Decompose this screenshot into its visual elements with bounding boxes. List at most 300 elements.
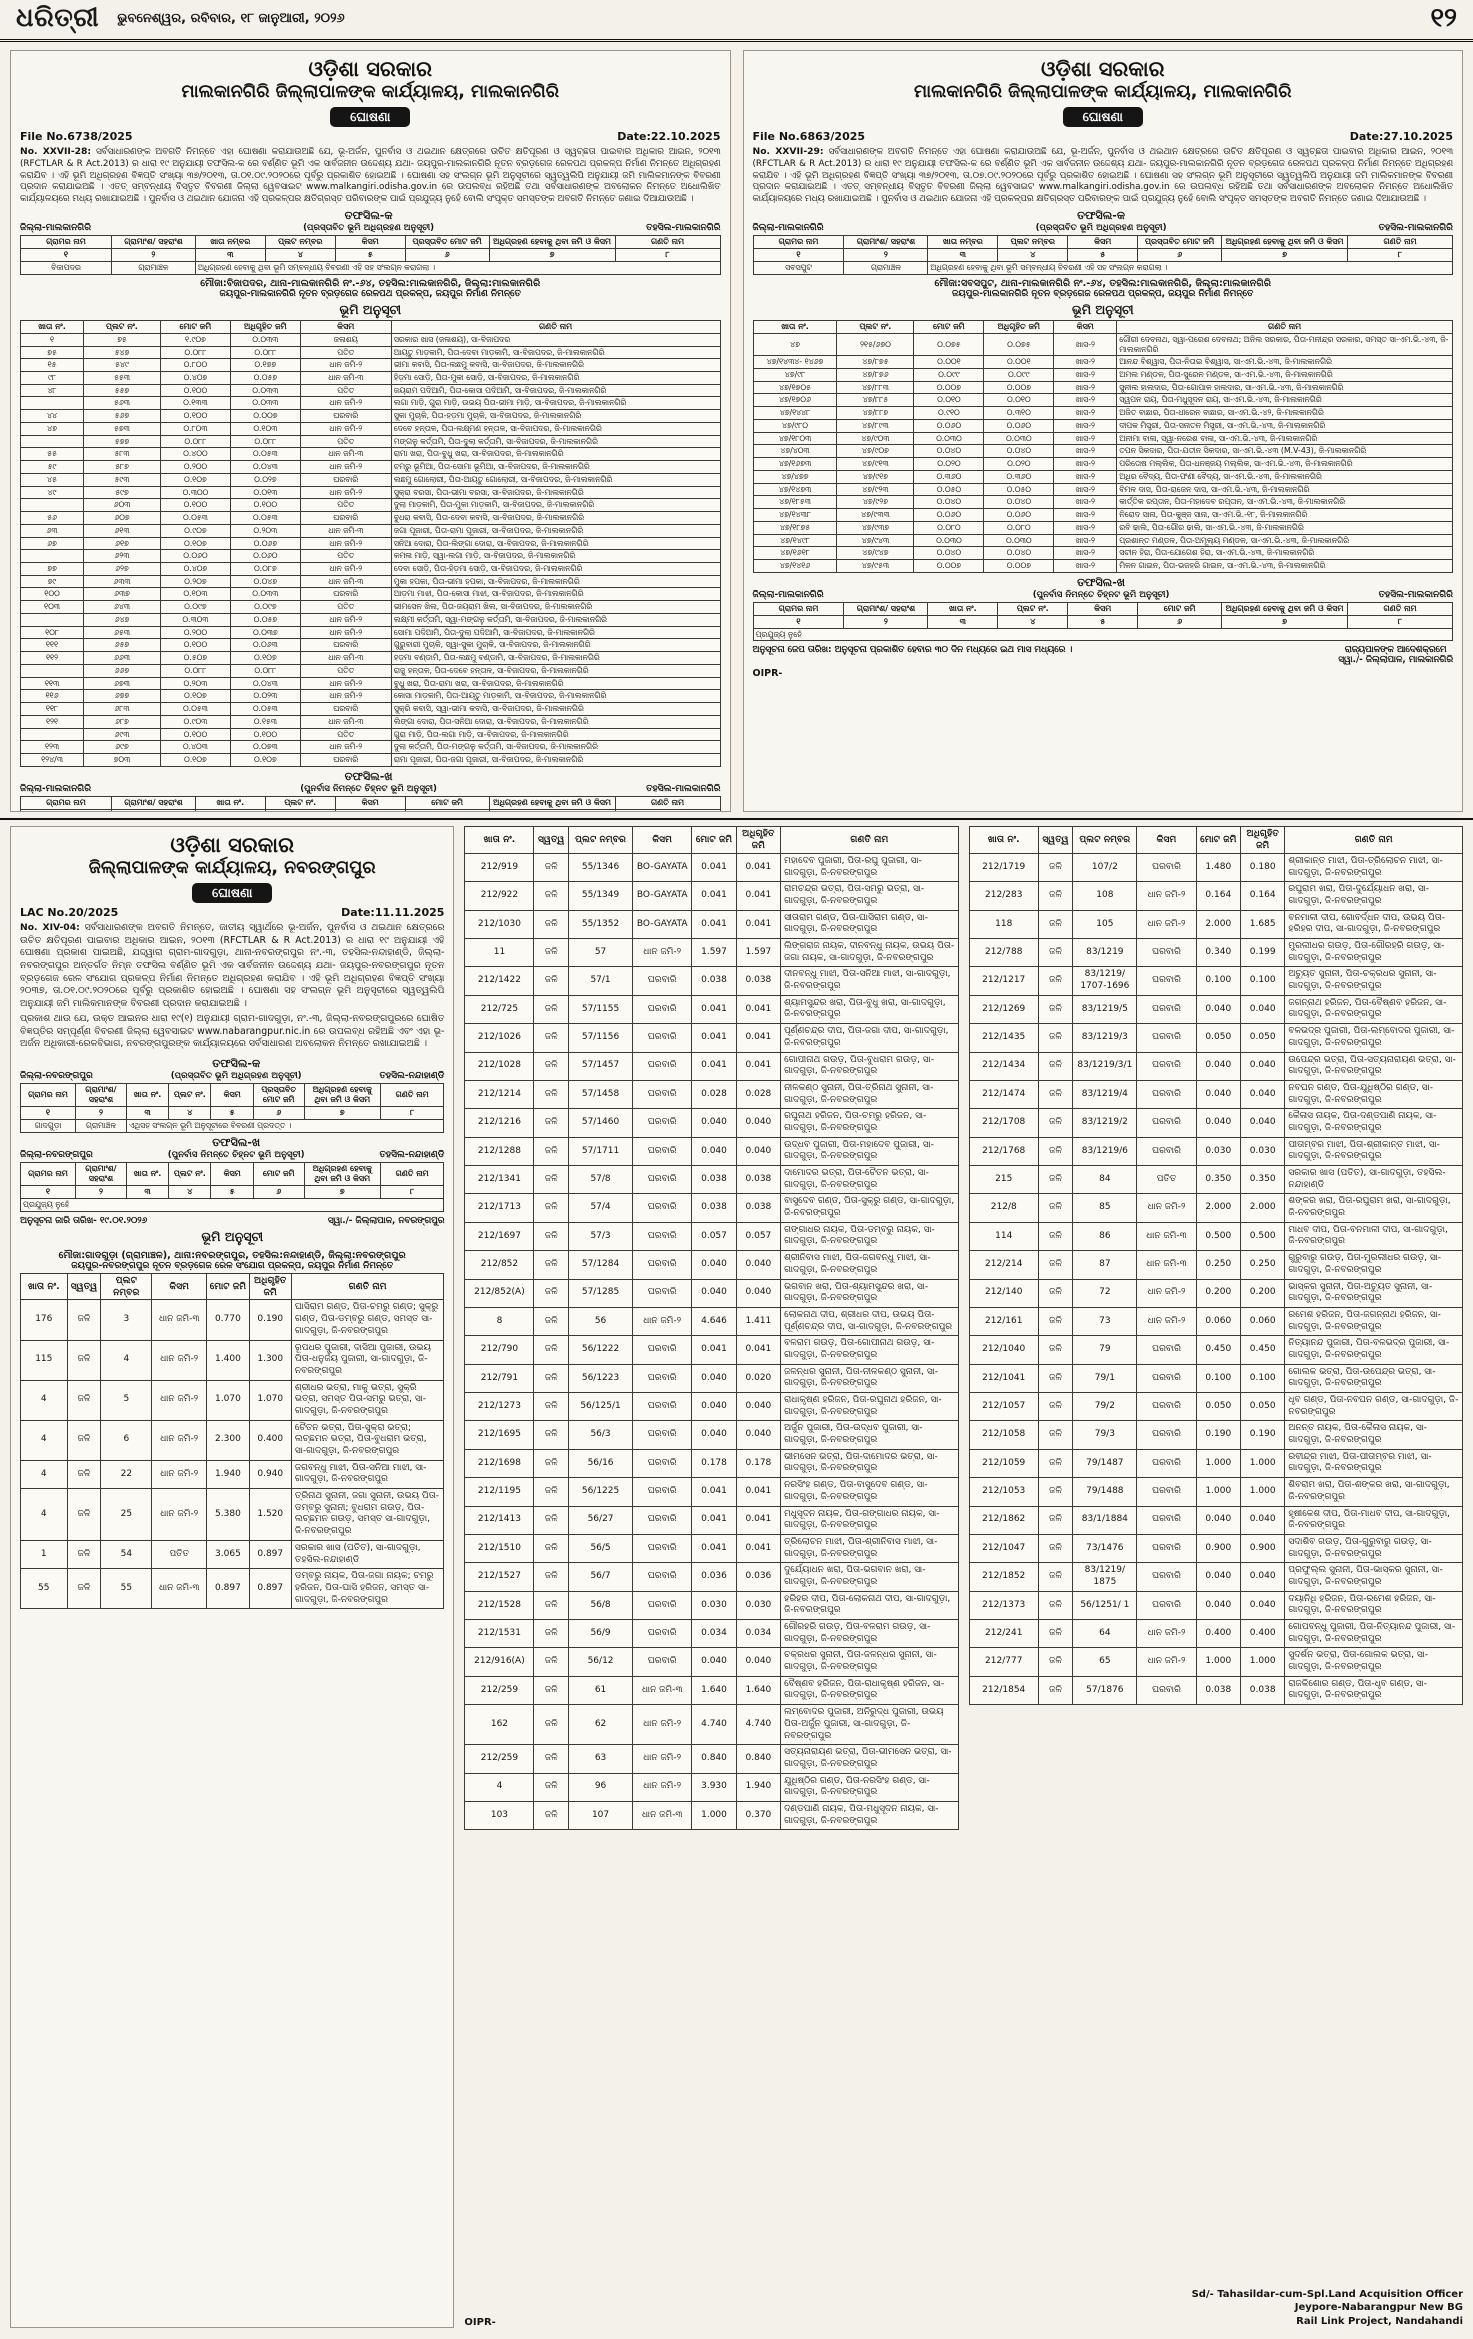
table-cell: ୦.୨୦୦ [160, 461, 230, 474]
table-cell: ଗୌରୀ ଦେବନାଥ, ସ୍ୱା-ପରେଶ ଦେବନାଥ; ଅନିଲ ସରକାର, ପିତା-ମନୀନ୍ଦ୍ର ସରକାର, ସମସ୍ତ ସା-ଏମ.ଭି.-୪୩, ଜି-ମାଲକାନଗିରି [1117, 333, 1453, 355]
table-cell: 0.036 [736, 1563, 780, 1591]
table-cell: 212/1413 [465, 1506, 534, 1534]
table-cell: ଗୁରୁବାରୀ ମୁଚାକି, ସ୍ୱା-ସୁକା ମୁଚାକି, ସା-ବିଜାପଦର, ଜି-ମାଲକାନଗିରି [391, 639, 720, 652]
table-cell: ଜଳି [1038, 1506, 1073, 1534]
notice-nabarangpur [0, 818, 1473, 2336]
table-cell: ୦.୦୩୦ [914, 432, 984, 445]
table-cell: ଜଳି [67, 1489, 101, 1541]
column-header: ଗ୍ରାମାଂଶ/ ସହରାଂଶ [844, 602, 928, 615]
table-cell: ୦.୦୮୦ [914, 521, 984, 534]
table-cell: ଜଳି [1038, 1137, 1073, 1165]
table-cell: 0.164 [1196, 882, 1240, 910]
column-header: ୨ [844, 249, 928, 262]
table-cell: 0.057 [692, 1222, 736, 1250]
column-header: ୫ [1068, 249, 1138, 262]
table-cell: ଲୋକନାଥ ଦୀପ, ଶ୍ରୀଧର ଦୀପ, ଉଭୟ ପିତା-ପୂର୍ଣ୍ଣଚନ୍ଦ୍ର ଦୀପ, ସା-ଗାଦଗୁଡ଼ା, ଜି-ନବରଙ୍ଗପୁର [781, 1307, 959, 1335]
table-cell: 0.020 [736, 1364, 780, 1392]
table-cell: ଖାସ-୨ [1054, 458, 1117, 471]
table-cell: ଜଳି [1038, 1024, 1073, 1052]
table-cell: 56/5 [568, 1534, 632, 1562]
table-cell: ଜଳି [534, 939, 569, 967]
table-cell: ୧୦୮ [21, 626, 84, 639]
table-cell: 55 [101, 1569, 152, 1609]
table-cell: 212/1030 [465, 910, 534, 938]
table-cell: ୦.୦୦୭ [984, 381, 1054, 394]
table-cell: ନରସିଂହ ଗଣ୍ଡ, ପିତା-ବାସୁଦେବ ଗଣ୍ଡ, ସା-ଗାଦଗୁଡ଼ା, ଜି-ନବରଙ୍ଗପୁର [781, 1478, 959, 1506]
table-cell: ୪୭/୯୨୩ [837, 483, 914, 496]
mouza-line: ମୌଜା:ଗାଦଗୁଡ଼ା (ଗ୍ରାମାଞ୍ଚଳ), ଥାନା:ନବରଙ୍ଗପୁର, ତହସିଲ:ନନ୍ଦାହାଣ୍ଡି, ଜିଲ୍ଲା:ନବରଙ୍ଗପୁର [58, 1249, 406, 1261]
table-cell: ପୂର୍ଣ୍ଣଚନ୍ଦ୍ର ଦୀପ, ପିତା-ଜଗା ଦୀପ, ସା-ଗାଦଗୁଡ଼ା, ଜି-ନବରଙ୍ଗପୁର [781, 1024, 959, 1052]
table-cell: ୦.୧୦୦ [230, 728, 300, 741]
table-cell: ଜଳି [534, 1449, 569, 1477]
table-cell: 57/4 [568, 1194, 632, 1222]
notice-body-2: ପ୍ରକାଶ ଥାଉ ଯେ, ଉକ୍ତ ଆଇନର ଧାରା ୧୯(୧) ଅନୁଯାୟୀ ଗ୍ରାମ-ଗାଦଗୁଡ଼ା, ନଂ.-୩, ଜିଲ୍ଲା-ନବରଙ୍ଗପୁରରେ ଘୋଷିତ ବିଜ୍ଞପ୍ତିର ସମ୍ପୂର୍ଣ୍ଣ ବିବରଣୀ ଜିଲ୍ଲା ୱେବସାଇଟ www.nabarangpur.nic.in ରେ ଉପଲବ୍ଧ ରହିଅଛି ଏବଂ ଏହା ଭୂ-ଅର୍ଜନ ଅଧିକାରୀ-ରେଳବିଭାଗ, ନବରଙ୍ଗପୁରଙ୍କ କାର୍ଯ୍ୟାଳୟରେ ସର୍ବସାଧାରଣ ଅବଲୋକନ ନିମନ୍ତେ ରଖାଯାଇଅଛି । [20, 1013, 445, 1050]
table-cell: ୦.୦୫୩ [230, 703, 300, 716]
table-cell: ୫୫୭ [83, 384, 160, 397]
table-cell: ୦.୦୪୦ [984, 496, 1054, 509]
table-cell: ଭଗବାନ ଖରା, ପିତା-ଶ୍ୟାମସୁନ୍ଦର ଖରା, ସା-ଗାଦଗୁଡ଼ା, ଜି-ନବରଙ୍ଗପୁର [781, 1279, 959, 1307]
column-header: ପ୍ଲଟ ନଂ. [837, 320, 914, 333]
table-cell: 1.400 [207, 1340, 249, 1380]
notice-footer [20, 1216, 444, 1226]
table-cell: 212/1217 [969, 967, 1038, 995]
table-cell: 212/922 [465, 882, 534, 910]
table-cell: ୦.୦୬୦ [160, 550, 230, 563]
column-header: ୨ [76, 1185, 127, 1198]
table-cell: ଦେବେ ହନ୍ତାଳ, ପିତା-ଲକ୍ଷ୍ମଣ ହନ୍ତାଳ, ସା-ବିଜାପଦର, ଜି-ମାଲକାନଗିରି [391, 422, 720, 435]
table-cell: 0.038 [1196, 1676, 1240, 1704]
table-cell: ଘରବାରି [1137, 995, 1196, 1023]
table-cell: ଧାନ ଜମି-୨ [300, 537, 391, 550]
table-cell: BO-GAYATA [633, 853, 692, 881]
table-cell: ଜଳି [534, 1421, 569, 1449]
file-number: File No.6863/2025 [752, 130, 866, 144]
table-cell: ୦.୮୦୦ [160, 359, 230, 372]
table-cell: ସରକାର ଖାସ (ଜଳାଶୟ), ସା-ବିଜାପଦର [391, 333, 720, 346]
table-cell: ଧାନ ଜମି-୩ [152, 1300, 207, 1340]
table-cell: ୪୭/୧୮୫୩ [753, 496, 837, 509]
table-cell: ୦.୧୭୭ [230, 359, 300, 372]
table-cell: 0.041 [736, 882, 780, 910]
column-header: ୮ [380, 1107, 444, 1120]
table-cell: ଘରବାରି [633, 995, 692, 1023]
table-cell: ଉପେନ୍ଦ୍ର ଭତ୍ରା, ପିତା-ସତ୍ୟନାରାୟଣ ଭତ୍ରା, ସା-ଗାଦଗୁଡ଼ା, ଜି-ନବରଙ୍ଗପୁର [1285, 1052, 1463, 1080]
column-header [195, 809, 265, 812]
table-cell: 0.041 [692, 1336, 736, 1364]
table-cell: ସନିଆ ଦୋରା, ପିତା-ଲିଙ୍ଗା ଦୋରା, ସା-ବିଜାପଦର, ଜି-ମାଲକାନଗିରି [391, 537, 720, 550]
table-cell: ଖାସ-୨ [1054, 381, 1117, 394]
table-cell: ୧ [21, 333, 84, 346]
table-cell: ଧାନ ଜମି-୨ [633, 1745, 692, 1773]
table-cell: ଜଳି [534, 1251, 569, 1279]
table-cell: 0.040 [1240, 995, 1284, 1023]
signature-block [1338, 645, 1453, 665]
table-cell: 212/8 [969, 1194, 1038, 1222]
table-cell: 0.900 [1240, 1534, 1284, 1562]
table-cell: ୦.୦୭୫ [914, 333, 984, 355]
table-cell: ଶ୍ୟାମସୁନ୍ଦର ଖରା, ପିତା-ବୁଧୁ ଖରା, ସା-ଗାଦଗୁଡ଼ା, ଜି-ନବରଙ୍ଗପୁର [781, 995, 959, 1023]
table-cell: ଖାସ-୨ [1054, 445, 1117, 458]
table-cell: ୦.୦୩୦ [984, 534, 1054, 547]
file-line [753, 130, 1454, 143]
table-cell: ୦.୦୪୦ [914, 445, 984, 458]
table-cell: 107/2 [1073, 853, 1137, 881]
table-cell: ଘରବାରି [633, 1364, 692, 1392]
column-header: କିସମ [211, 1084, 253, 1107]
column-header: ଗଣତି ନାମ [615, 236, 720, 249]
table-cell: ଜଳି [534, 853, 569, 881]
table-cell: ଲଛମୁ ଗୋଲୋରୀ, ପିତା-ଆୟତୁ ଗୋଲୋରୀ, ସା-ବିଜାପଦର, ଜି-ମାଲକାନଗିରି [391, 473, 720, 486]
data-table [753, 602, 1454, 642]
table-cell: ନିରୋଦ ସାନା, ପିତା-କୁଞ୍ଜ ସାନା, ସା-ଏମ.ଭି.-୧୮, ଜି-ମାଲକାନଗିରି [1117, 509, 1453, 522]
column-header: ପ୍ଲଟ ନମ୍ବର [568, 827, 632, 854]
table-cell: 4.646 [692, 1307, 736, 1335]
table-cell: ଧାନ ଜମି-୨ [1137, 1307, 1196, 1335]
table-cell: ୦.୦୬୦ [230, 550, 300, 563]
table-cell [21, 613, 84, 626]
table-cell: ୪୭ [21, 422, 84, 435]
table-cell: 0.038 [692, 1194, 736, 1222]
table-cell: 212/1026 [465, 1024, 534, 1052]
table-cell: ୪୭/୯୦୭ [837, 445, 914, 458]
table-cell: 212/1341 [465, 1166, 534, 1194]
table-cell: ଜଳି [534, 1024, 569, 1052]
table-cell: 84 [1073, 1166, 1137, 1194]
table-cell: 0.040 [1196, 1506, 1240, 1534]
table-cell: 54 [101, 1540, 152, 1568]
table-cell: 55 [21, 1569, 68, 1609]
table-cell: 4 [21, 1380, 68, 1420]
table-cell: ଜଳି [1038, 1478, 1073, 1506]
notice-date: Date:27.10.2025 [1349, 130, 1453, 144]
table-cell: 114 [969, 1222, 1038, 1250]
table-cell: ୦.୧୦୦ [160, 499, 230, 512]
table-cell: ଘରବାରି [633, 1251, 692, 1279]
table-cell: ୦.୪୦୦ [160, 448, 230, 461]
table-cell: ଭାସ୍କର ସୁନାନୀ, ପିତା-ଅଚ୍ୟୁତ ସୁନାନୀ, ସା-ଗାଦଗୁଡ଼ା, ଜି-ନବରଙ୍ଗପୁର [1285, 1279, 1463, 1307]
table-cell: ଜଳି [1038, 1194, 1073, 1222]
table-cell: ଜଳି [534, 1307, 569, 1335]
table-cell: ଖାସ-୨ [1054, 333, 1117, 355]
table-cell: ଦାମୋଦର ଭତ୍ରା, ପିତା-ଚୈତନ ଭତ୍ରା, ସା-ଗାଦଗୁଡ଼ା, ଜି-ନବରଙ୍ଗପୁର [781, 1166, 959, 1194]
column-header: ୧ [21, 1185, 76, 1198]
table-cell: 105 [1073, 910, 1137, 938]
table-cell: ସୁନୀଲ ହାଲଦାର, ପିତା-ଗୋପାଳ ହାଲଦାର, ସା-ଏମ.ଭି.-୪୩, ଜି-ମାଲକାନଗିରି [1117, 381, 1453, 394]
table-cell: 1.000 [692, 1801, 736, 1829]
column-header [265, 809, 335, 812]
table-cell: ୦.୧୦୦ [230, 499, 300, 512]
table-cell: 0.038 [736, 1166, 780, 1194]
table-cell: ୦.୦୮୮ [160, 346, 230, 359]
table-cell: ଜଳି [534, 882, 569, 910]
table-cell: ଦୀପକ ମିସ୍ତ୍ରୀ, ପିତା-ସନାତନ ମିସ୍ତ୍ରୀ, ସା-ଏମ.ଭି.-୪୩, ଜି-ମାଲକାନଗିରି [1117, 419, 1453, 432]
table-cell: 212/1214 [465, 1080, 534, 1108]
column-header: ୫ [211, 1107, 253, 1120]
table-cell: 0.038 [692, 967, 736, 995]
table-cell: 0.040 [692, 1421, 736, 1449]
table-cell: 0.050 [1196, 1393, 1240, 1421]
table-cell: ୬୨୩ [83, 550, 160, 563]
table-cell: ଖାସ-୨ [1054, 534, 1117, 547]
table-cell: 87 [1073, 1251, 1137, 1279]
table-cell: ଖାସ-୨ [1054, 483, 1117, 496]
table-cell: ଜଳି [534, 1279, 569, 1307]
table-cell: 55/1352 [568, 910, 632, 938]
table-cell: ୫୪୭ [83, 346, 160, 359]
column-header: ଗ୍ରାମାଂଶ/ ସହରାଂଶ [76, 1162, 127, 1185]
sd-line: Jeypore-Nabarangpur New BG [1294, 2302, 1464, 2313]
table-cell: ପତିତ [300, 601, 391, 614]
dateline: ଭୁବନେଶ୍ୱର, ରବିବାର, ୧୮ ଜାନୁଆରୀ, ୨୦୨୬ [117, 11, 345, 26]
table-cell: 61 [568, 1676, 632, 1704]
table-cell: ଘରବାରି [633, 1166, 692, 1194]
table-cell: ଧାନ ଜମି-୩ [152, 1569, 207, 1609]
column-header: ଗ୍ରାମର ନାମ [21, 796, 112, 809]
table-cell: ଜଳି [534, 1109, 569, 1137]
tahasil-label: ତହସିଲ-ମାଲକାନଗିରି [1378, 223, 1453, 234]
table-cell: ମଙ୍ଗଳୁ କର୍ତ୍ତାମି, ପିତା-ଦୁଲା କର୍ତ୍ତାମି, ସା-ବିଜାପଦର, ଜି-ମାଲକାନଗିରି [391, 435, 720, 448]
column-header: କିସମ [152, 1273, 207, 1300]
table-cell: 0.030 [736, 1591, 780, 1619]
table-cell: 212/1373 [969, 1591, 1038, 1619]
table-cell: 212/1195 [465, 1478, 534, 1506]
table-cell: 0.038 [736, 1194, 780, 1222]
district-label: ଜିଲ୍ଲା-ନବରଙ୍ଗପୁର [20, 1149, 93, 1160]
table-cell: 2.300 [207, 1420, 249, 1460]
table-cell: 0.040 [1240, 1563, 1284, 1591]
table-cell: ଘରବାରି [1137, 1393, 1196, 1421]
table-cell: ଧାନ ଜମି-୩ [1137, 1251, 1196, 1279]
table-cell: ୫୭୭ [83, 435, 160, 448]
table-cell: 0.041 [692, 1024, 736, 1052]
table-cell: ୪୭/୯୪୭ [837, 547, 914, 560]
column-header: ଖାତା ନଂ. [928, 602, 998, 615]
table-cell: ୬୧୩ [83, 524, 160, 537]
table-cell: ସୁକା ମୁଚାକି, ପିତା-ହଡ଼ମା ମୁଚାକି, ସା-ବିଜାପଦର, ଜି-ମାଲକାନଗିରି [391, 410, 720, 423]
table-cell: ଘରବାରି [1137, 1024, 1196, 1052]
schedule-b-title [1033, 576, 1170, 600]
table-cell: ଘରବାରି [1137, 1109, 1196, 1137]
table-cell: ୦.୦୪୩ [230, 677, 300, 690]
table-cell: ବୈଷ୍ଣବ ହରିଜନ, ପିତା-ରାଧାକୃଷ୍ଣ ହରିଜନ, ସା-ଗାଦଗୁଡ଼ା, ଜି-ନବରଙ୍ଗପୁର [781, 1676, 959, 1704]
table-cell: ମାଧବ ଦୀପ, ପିତା-ବନମାଳୀ ଦୀପ, ସା-ଗାଦଗୁଡ଼ା, ଜି-ନବରଙ୍ଗପୁର [1285, 1222, 1463, 1250]
table-cell: 0.040 [736, 1137, 780, 1165]
district-label: ଜିଲ୍ଲା-ମାଲକାନଗିରି [752, 589, 824, 600]
column-header: ଗଣତି ନାମ [391, 320, 720, 333]
schedule-subtitle-text: (ପୁନର୍ବାସ ନିମନ୍ତେ ଚିହ୍ନଟ ଭୂମି ଅନୁସୂଚୀ) [300, 783, 437, 794]
table-cell: 0.041 [692, 853, 736, 881]
schedule-a-header [20, 209, 721, 233]
table-cell: 83/1219/ 1707-1696 [1073, 967, 1137, 995]
tahasil-label: ତହସିଲ-ମାଲକାନଗିରି [646, 783, 721, 794]
column-header: କିସମ [1068, 236, 1138, 249]
column-header: ମୋଟ ଜମି [914, 320, 984, 333]
table-cell: 57/1711 [568, 1137, 632, 1165]
data-table [20, 1083, 444, 1133]
table-cell: 212/259 [465, 1676, 534, 1704]
table-cell: ଆୟତୁ ମାଡ଼କାମି, ପିତା-ଦେବା ମାଡ଼କାମି, ସା-ବିଜାପଦର, ଜି-ମାଲକାନଗିରି [391, 346, 720, 359]
table-cell: ଶିବରାମ ଖରା, ପିତା-ଶଙ୍କର ଖରା, ସା-ଗାଦଗୁଡ଼ା, ଜି-ନବରଙ୍ଗପୁର [1285, 1478, 1463, 1506]
column-header [21, 809, 112, 812]
top-notices-row [0, 42, 1473, 816]
table-cell: ୪୭/୯୧୭ [837, 470, 914, 483]
table-cell: ଘରବାରି [633, 1024, 692, 1052]
table-cell: ୫୮୩ [83, 448, 160, 461]
table-cell: ଜଗା ପୂଜାରୀ, ପିତା-ରାମା ପୂଜାରୀ, ସା-ବିଜାପଦର, ଜି-ମାଲକାନଗିରି [391, 524, 720, 537]
column-header: ଖାତା ନମ୍ବର [195, 236, 265, 249]
table-cell: ଜଳି [534, 1620, 569, 1648]
column-header: ଗଣତି ନାମ [380, 1162, 444, 1185]
table-cell: ଘରବାରି [1137, 1052, 1196, 1080]
column-header: ଗ୍ରାମର ନାମ [21, 236, 112, 249]
table-cell: 1.480 [1196, 853, 1240, 881]
notice-badge: ଘୋଷଣା [330, 107, 410, 127]
tahasil-label: ତହସିଲ-ନନ୍ଦାହାଣ୍ଡି [379, 1071, 445, 1082]
table-cell: ଘରବାରି [633, 1421, 692, 1449]
table-cell: ଧାନ ଜମି-୩ [300, 652, 391, 665]
notification-date: ଅନୁସୂଚନା ଜାରି ତାରିଖ- ୧୯.୦୧.୨୦୨୬ [20, 1215, 148, 1226]
table-cell: ସରକାର ଖାସ (ପତିତ), ସା-ଗାଦଗୁଡ଼ା, ତହସିଲ-ନନ୍ଦାହାଣ୍ଡି [291, 1540, 444, 1568]
table-cell: ସୋମା ପଦିଆମି, ପିତା-ଦୁଲା ପଦିଆମି, ସା-ବିଜାପଦର, ଜି-ମାଲକାନଗିରି [391, 626, 720, 639]
table-cell: ଜଳି [1038, 1364, 1073, 1392]
table-cell: 3.065 [207, 1540, 249, 1568]
column-header: ୮ [1348, 249, 1453, 262]
table-cell: ଘରବାରି [633, 1080, 692, 1108]
table-cell: ଦୁଲା ମାଡ଼କାମି, ପିତା-ମୁକା ମାଡ଼କାମି, ସା-ବିଜାପଦର, ଜି-ମାଲକାନଗିରି [391, 499, 720, 512]
table-cell: ଧାନ ଜମି-୨ [152, 1489, 207, 1541]
table-cell: ରାଧାକୃଷ୍ଣ ହରିଜନ, ପିତା-ରଘୁନାଥ ହରିଜନ, ସା-ଗାଦଗୁଡ଼ା, ଜି-ନବରଙ୍ଗପୁର [781, 1393, 959, 1421]
schedule-a-header [753, 209, 1454, 233]
table-cell: 0.250 [1240, 1251, 1284, 1279]
district-label: ଜିଲ୍ଲା-ନବରଙ୍ଗପୁର [20, 1071, 93, 1082]
table-cell: ଘାସିରାମ ଗଣ୍ଡ, ପିତା-ଚମରୁ ଗଣ୍ଡ; ସୁକ୍ରୁ ଗଣ୍ଡ, ପିତା-ଡମ୍ବରୁ ଗଣ୍ଡ, ସମସ୍ତ ସା-ଗାଦଗୁଡ଼ା, ଜି-ନବରଙ୍ଗପୁର [291, 1300, 444, 1340]
column-header: ଗ୍ରାମାଂଶ/ ସହରାଂଶ [76, 1084, 127, 1107]
schedule-a-table [20, 235, 721, 275]
notice-malkangiri-xxvii-29 [743, 50, 1464, 812]
column-header: ଖାତା ନଂ. [21, 320, 84, 333]
schedule-title-text: ତଫସିଲ-ଖ [344, 769, 393, 783]
table-cell: ୦.୦୪୦ [914, 547, 984, 560]
column-header: ୮ [1348, 615, 1453, 628]
table-cell: ୫୬ [21, 512, 84, 525]
table-cell: ଜଳି [534, 1336, 569, 1364]
table-cell: ଖାସ-୨ [1054, 470, 1117, 483]
order-line: ରାଜ୍ୟପାଳଙ୍କ ଆଦେଶକ୍ରମେ [1344, 645, 1447, 656]
table-cell: ୦.୨୦୭ [160, 575, 230, 588]
table-cell: ୦.୦୫୦ [984, 483, 1054, 496]
table-cell: ଘରବାରି [1137, 1449, 1196, 1477]
table-cell: ୪୭/୧୪୯୮ [753, 534, 837, 547]
column-header: ଗ୍ରାମାଂଶ/ ସହରାଂଶ [111, 796, 195, 809]
table-cell: 63 [568, 1745, 632, 1773]
table-cell: 56/7 [568, 1563, 632, 1591]
table-cell: ୦.୦୮୮ [230, 664, 300, 677]
table-cell: ଘରବାରି [633, 1279, 692, 1307]
table-cell: ଜଳି [534, 1648, 569, 1676]
data-table [20, 235, 721, 275]
table-cell: ୬୭୩ [83, 677, 160, 690]
table-cell: ଘରବାରି [1137, 1478, 1196, 1506]
table-cell: 0.100 [1196, 967, 1240, 995]
schedule-title-text: ତଫସିଲ-ଖ [212, 1135, 261, 1149]
table-cell: 0.041 [692, 1534, 736, 1562]
table-cell: ଜଳି [1038, 1563, 1073, 1591]
column-header: ଅଧିଗୃହିତ ଜମି [249, 1273, 291, 1300]
table-cell: ୦.୪୦୭ [160, 563, 230, 576]
column-header [111, 809, 195, 812]
table-cell: ବୁଧୁ ଖରା, ପିତା-ରାମା ଖରା, ସା-ବିଜାପଦର, ଜି-ମାଲକାନଗିରି [391, 677, 720, 690]
table-cell: ରବୀନ୍ଦ୍ର ମାଝୀ, ପିତା-ପୀତାମ୍ବର ମାଝୀ, ସା-ଗାଦଗୁଡ଼ା, ଜି-ନବରଙ୍ଗପୁର [1285, 1449, 1463, 1477]
table-cell: ୦.୮୦୩ [160, 422, 230, 435]
column-header: ଗଣତି ନାମ [291, 1273, 444, 1300]
table-cell: ଖାସ-୨ [1054, 432, 1117, 445]
schedule-b-table [753, 602, 1454, 642]
column-header: ପ୍ଲଟ ନଂ. [265, 796, 335, 809]
table-cell: 1.070 [249, 1380, 291, 1420]
table-cell: ୦.୦୪୦ [984, 547, 1054, 560]
column-header: ୭ [1222, 615, 1348, 628]
table-cell: ୫୫ [21, 448, 84, 461]
table-cell: ଧାନ ଜମି-୨ [1137, 1620, 1196, 1648]
table-cell: ଧାନ ଜମି-୩ [300, 371, 391, 384]
table-cell: ୦.୦୧୦ [984, 394, 1054, 407]
table-cell: ୦.୧୦୭ [160, 690, 230, 703]
table-cell: ୯୮ [21, 371, 84, 384]
table-cell: 0.164 [1240, 882, 1284, 910]
table-cell: 1.070 [207, 1380, 249, 1420]
project-line: ଜୟପୁର-ମାଲକାନଗିରି ନୂତନ ବ୍ରଡ଼ଗେଜ ରେଳପଥ ପ୍ରକଳ୍ପ, ଜୟପୁର ନିର୍ମାଣ ନିମନ୍ତେ [952, 288, 1254, 299]
table-cell: 1.000 [1196, 1478, 1240, 1506]
table-cell: 1.000 [1240, 1449, 1284, 1477]
table-cell: ଜଗନ୍ନାଥ ହରିଜନ, ପିତା-ବୈଷ୍ଣବ ହରିଜନ, ସା-ଗାଦଗୁଡ଼ା, ଜି-ନବରଙ୍ଗପୁର [1285, 995, 1463, 1023]
table-cell: ପ୍ରଶାନ୍ତ ମଣ୍ଡଳ, ପିତା-ଅମୂଲ୍ୟ ମଣ୍ଡଳ, ସା-ଏମ.ଭି.-୪୩, ଜି-ମାଲକାନଗିରି [1117, 534, 1453, 547]
notice-body [20, 922, 444, 1010]
table-cell: ୪୭/୧୪୩୮ [753, 509, 837, 522]
table-cell: 215 [969, 1166, 1038, 1194]
table-cell: ଜଳି [1038, 910, 1073, 938]
mouza-line: ମୌଜା:ବିଜାପଦର, ଥାନା-ମାଲକାନଗିରି ନଂ.-୬୪, ତହସିଲ:ମାଲକାନଗିରି, ଜିଲ୍ଲା:ମାଲକାନଗିରି [200, 277, 541, 289]
table-cell: ୦.୩୬୦ [984, 470, 1054, 483]
table-cell: ସବସପୁଟ [753, 262, 844, 275]
column-header: ୬ [253, 1185, 304, 1198]
table-cell: 0.190 [249, 1300, 291, 1340]
table-cell: 0.040 [736, 1421, 780, 1449]
table-cell: 212/1057 [969, 1393, 1038, 1421]
table-cell: 56/27 [568, 1506, 632, 1534]
table-cell [21, 397, 84, 410]
table-cell: ଘରବାରି [1137, 939, 1196, 967]
schedule-subtitle-text: (ପୁନର୍ବାସ ନିମନ୍ତେ ଚିହ୍ନଟ ଭୂମି ଅନୁସୂଚୀ) [1032, 589, 1170, 600]
table-cell: ଖାସ-୨ [1054, 496, 1117, 509]
column-header: ୪ [169, 1185, 211, 1198]
table-cell: ୬୪୩ [83, 601, 160, 614]
table-cell: ସୀତାରାମ ଗଣ୍ଡ, ପିତା-ଘାସିରାମ ଗଣ୍ଡ, ସା-ଗାଦଗୁଡ଼ା, ଜି-ନବରଙ୍ଗପୁର [781, 910, 959, 938]
table-cell: ୬୯୩ [83, 728, 160, 741]
column-header: ୧ [753, 615, 844, 628]
table-cell: ୦.୦୫୭ [230, 613, 300, 626]
table-cell: ଜଳି [1038, 1620, 1073, 1648]
table-cell: ୧୧୧ [21, 639, 84, 652]
table-cell: ସତ୍ୟନାରାୟଣ ଭତ୍ରା, ପିତା-ଭୀମସେନ ଭତ୍ରା, ସା-ଗାଦଗୁଡ଼ା, ଜି-ନବରଙ୍ଗପୁର [781, 1745, 959, 1773]
column-header: ଖାତା ନଂ. [126, 1162, 168, 1185]
table-cell: ୧୧୨ [21, 652, 84, 665]
table-cell: ୦.୧୦୭ [160, 537, 230, 550]
table-cell: ଗୌରହରି ଗଉଡ଼, ପିତା-ବଳରାମ ଗଉଡ଼, ସା-ଗାଦଗୁଡ଼ା, ଜି-ନବରଙ୍ଗପୁର [781, 1620, 959, 1648]
table-cell: ଜଳି [1038, 1109, 1073, 1137]
office-title: ମାଲକାନଗିରି ଜିଲ୍ଲାପାଳଙ୍କ କାର୍ଯ୍ୟାଳୟ, ମାଲକାନଗିରି [914, 82, 1292, 103]
table-cell: ୦.୦୬୦ [914, 419, 984, 432]
table-cell: ଲଗା ମାଡ଼ି, ଗୁରା ମାଡ଼ି, ଉଭୟ ପିତା-ଭୀମା ମାଡ଼ି, ସା-ବିଜାପଦର, ଜି-ମାଲକାନଗିରି [391, 397, 720, 410]
